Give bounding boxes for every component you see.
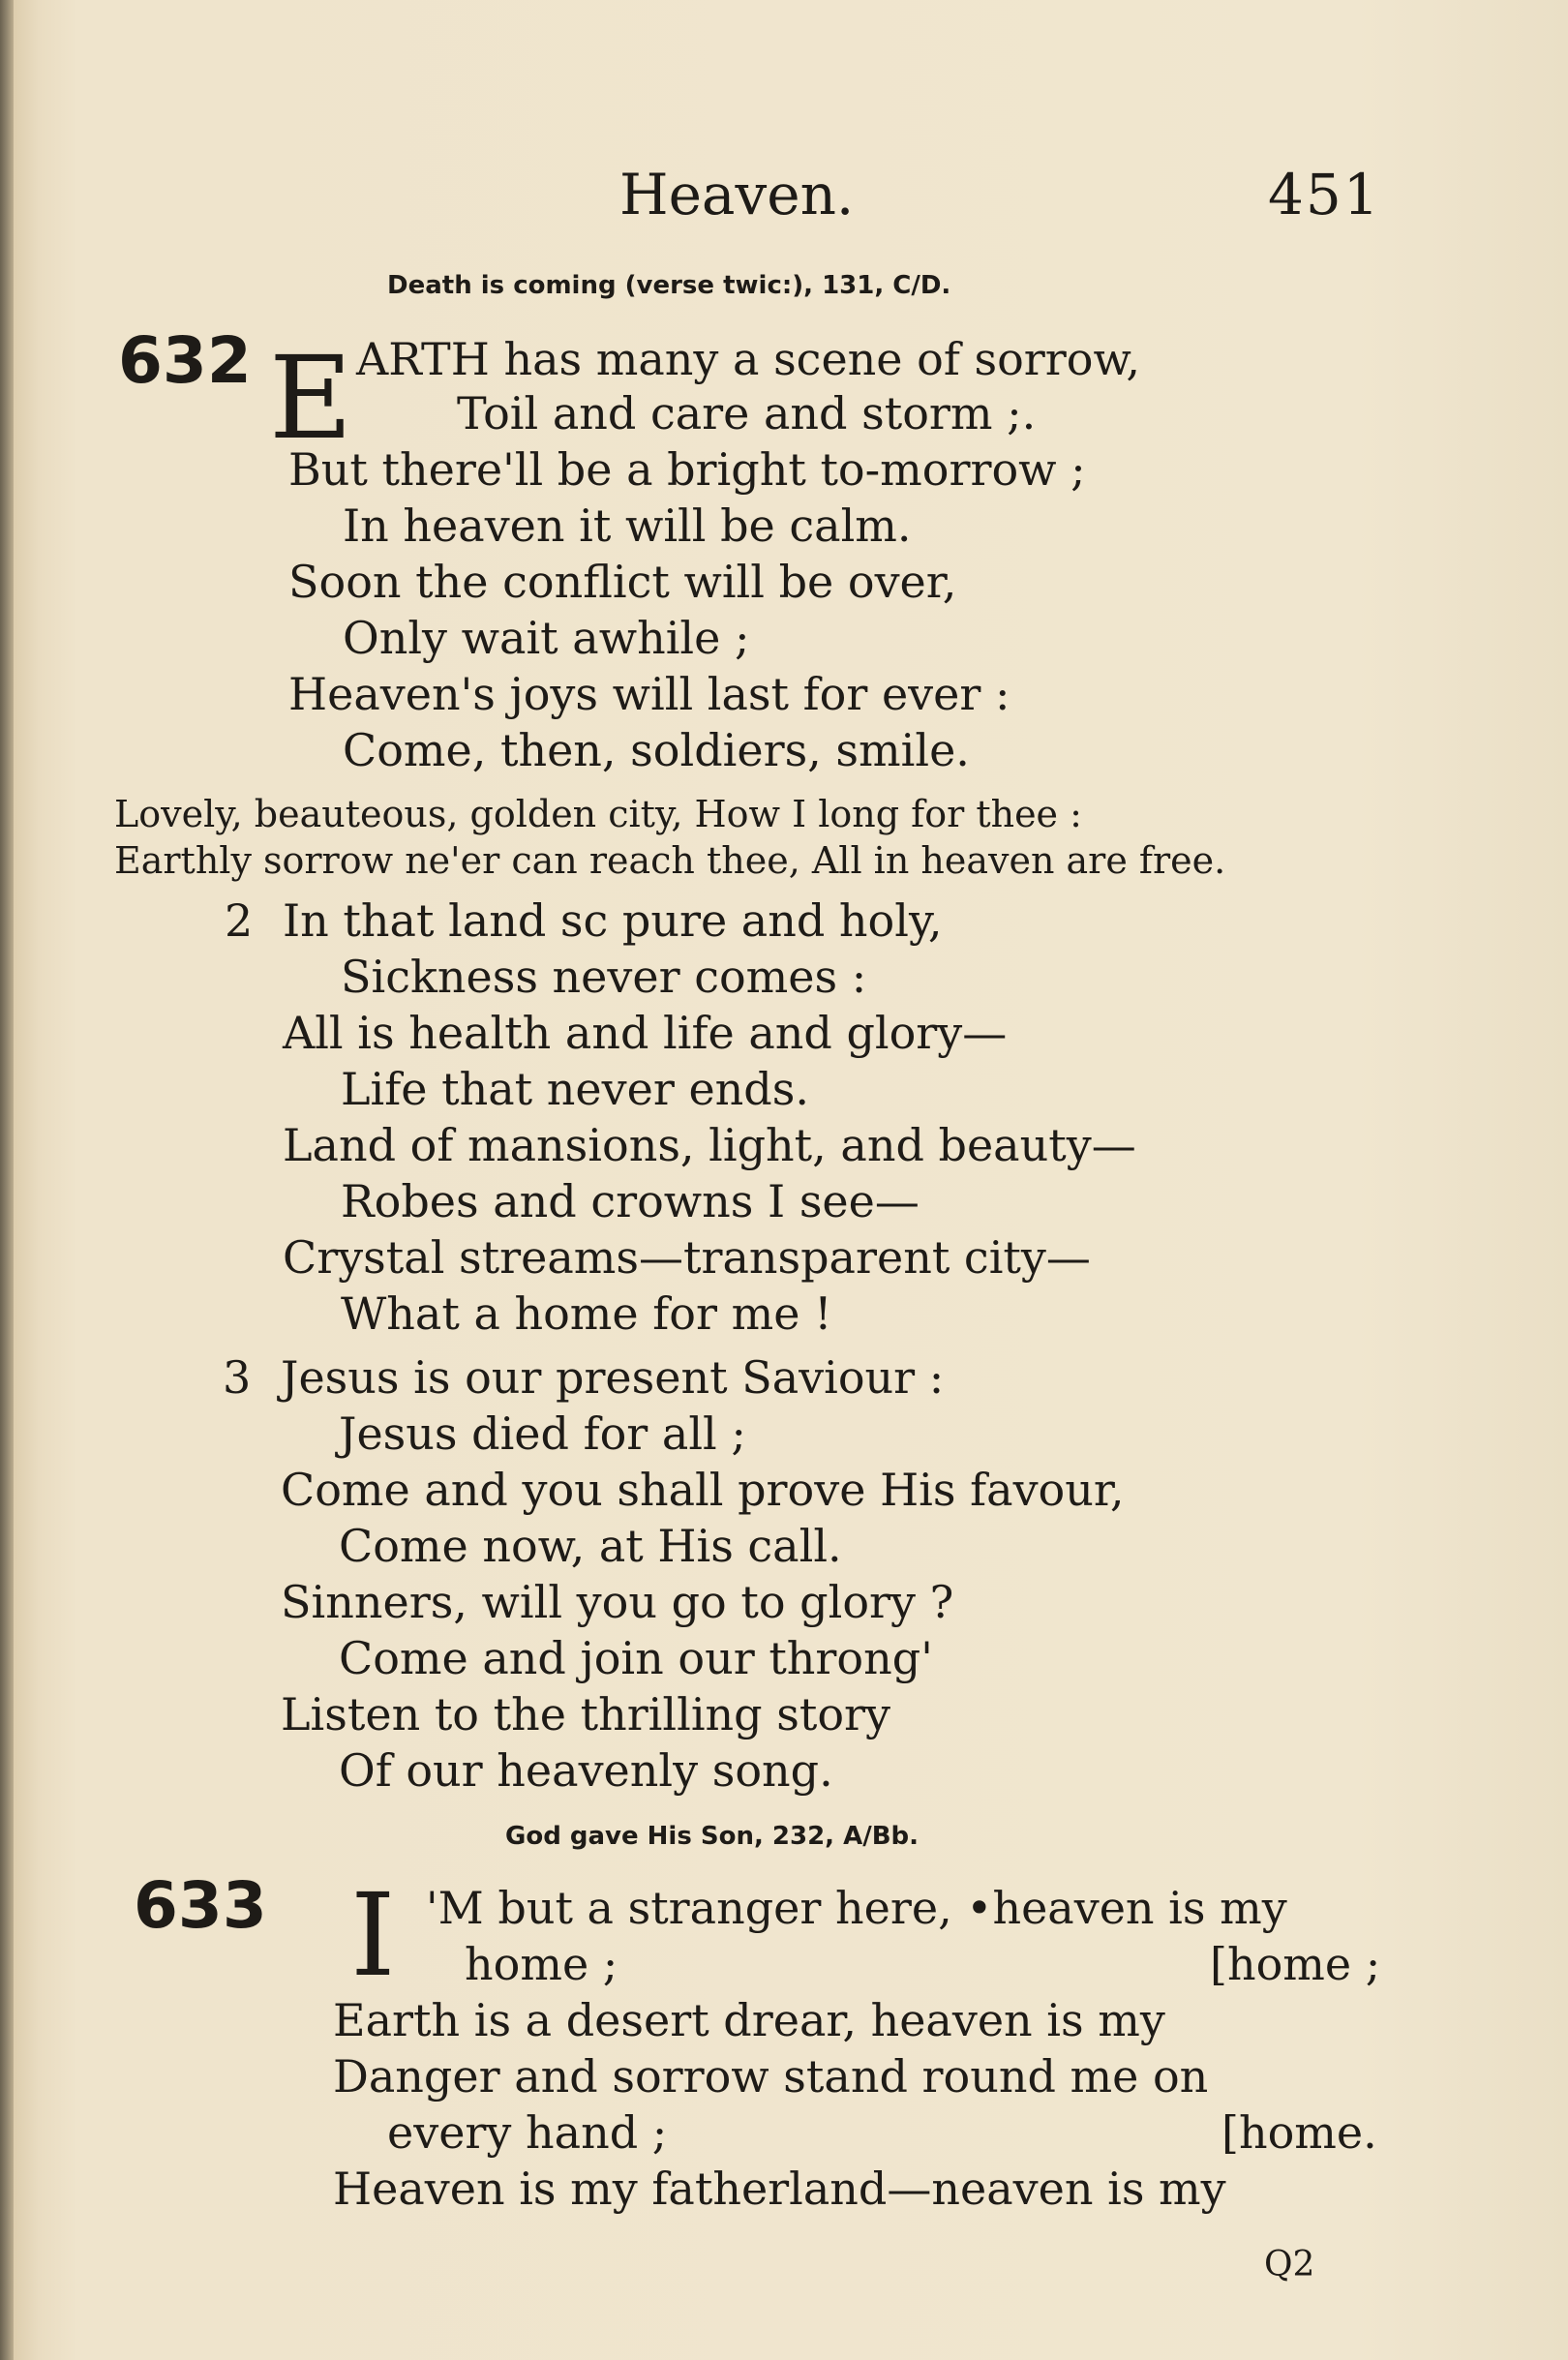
hymn-633-line-5-overflow: [home. [1221,2106,1377,2159]
hymn-633-line-3: Earth is a desert drear, heaven is my [333,1994,1165,2046]
hymn-632-v1-line-5: Soon the conflict will be over, [288,556,957,608]
hymn-633-line-1: 'M but a stranger here, •heaven is my [426,1882,1287,1934]
hymn-633-drop-cap: I [350,1868,396,2002]
hymn-632-v2-line-8: What a home for me ! [341,1287,832,1340]
hymn-632-v2-line-5: Land of mansions, light, and beauty— [283,1119,1136,1171]
hymn-633-line-4: Danger and sorrow stand round me on [333,2050,1209,2103]
hymn-632-v1-line-8: Come, then, soldiers, smile. [343,724,970,776]
hymn-632-v2-line-4: Life that never ends. [341,1063,809,1115]
hymn-632-v3-line-8: Of our heavenly song. [339,1744,833,1797]
hymn-632-v2-line-6: Robes and crowns I see— [341,1175,920,1227]
hymn-632-v1-line-6: Only wait awhile ; [343,612,750,664]
hymn-632-v2-line-7: Crystal streams—transparent city— [283,1231,1091,1284]
page-number: 451 [1268,162,1381,227]
hymn-633-number: 633 [134,1868,267,1943]
hymn-632-v1-line-2: Toil and care and storm ;. [457,387,1037,439]
hymn-632-verse-3-number: 3 [223,1351,252,1404]
hymn-632-v2-line-1: In that land sc pure and holy, [283,894,943,947]
hymn-633-line-2: home ; [465,1938,618,1990]
hymn-633-line-6: Heaven is my fatherland—neaven is my [333,2163,1226,2215]
book-spine-edge [0,0,14,2360]
hymn-632-v3-line-5: Sinners, will you go to glory ? [281,1576,954,1628]
signature-mark: Q2 [1264,2245,1315,2284]
hymn-632-chorus-line-1: Lovely, beauteous, golden city, How I long for thee : [114,793,1082,835]
hymn-632-chorus-line-2: Earthly sorrow ne'er can reach thee, All in heaven are free. [114,839,1226,882]
hymn-633-line-5: every hand ; [387,2106,668,2159]
hymn-632-v3-line-6: Come and join our throng' [339,1632,933,1684]
hymn-633-line-2-overflow: [home ; [1210,1938,1381,1990]
hymn-633-tune: God gave His Son, 232, A/Bb. [505,1822,920,1851]
hymn-632-v3-line-4: Come now, at His call. [339,1520,842,1572]
hymn-632-v3-line-1: Jesus is our present Saviour : [281,1351,945,1404]
hymn-632-tune: Death is coming (verse twic:), 131, C/D. [387,271,951,300]
hymn-632-v3-line-3: Come and you shall prove His favour, [281,1464,1125,1516]
hymn-632-verse-2-number: 2 [225,894,254,947]
hymn-632-v2-line-3: All is health and life and glory— [283,1007,1008,1059]
hymn-632-v1-line-1: ARTH has many a scene of sorrow, [356,333,1140,385]
hymn-632-v1-line-4: In heaven it will be calm. [343,499,912,552]
page-title: Heaven. [619,162,855,227]
hymn-632-v3-line-2: Jesus died for all ; [339,1407,746,1460]
hymn-632-drop-cap: E [269,331,353,465]
hymn-632-v1-line-3: But there'll be a bright to-morrow ; [288,443,1086,496]
hymn-632-v1-line-7: Heaven's joys will last for ever : [288,668,1010,720]
hymn-632-v2-line-2: Sickness never comes : [341,951,867,1003]
hymn-632-number: 632 [118,323,252,398]
hymn-632-v3-line-7: Listen to the thrilling story [281,1688,890,1740]
